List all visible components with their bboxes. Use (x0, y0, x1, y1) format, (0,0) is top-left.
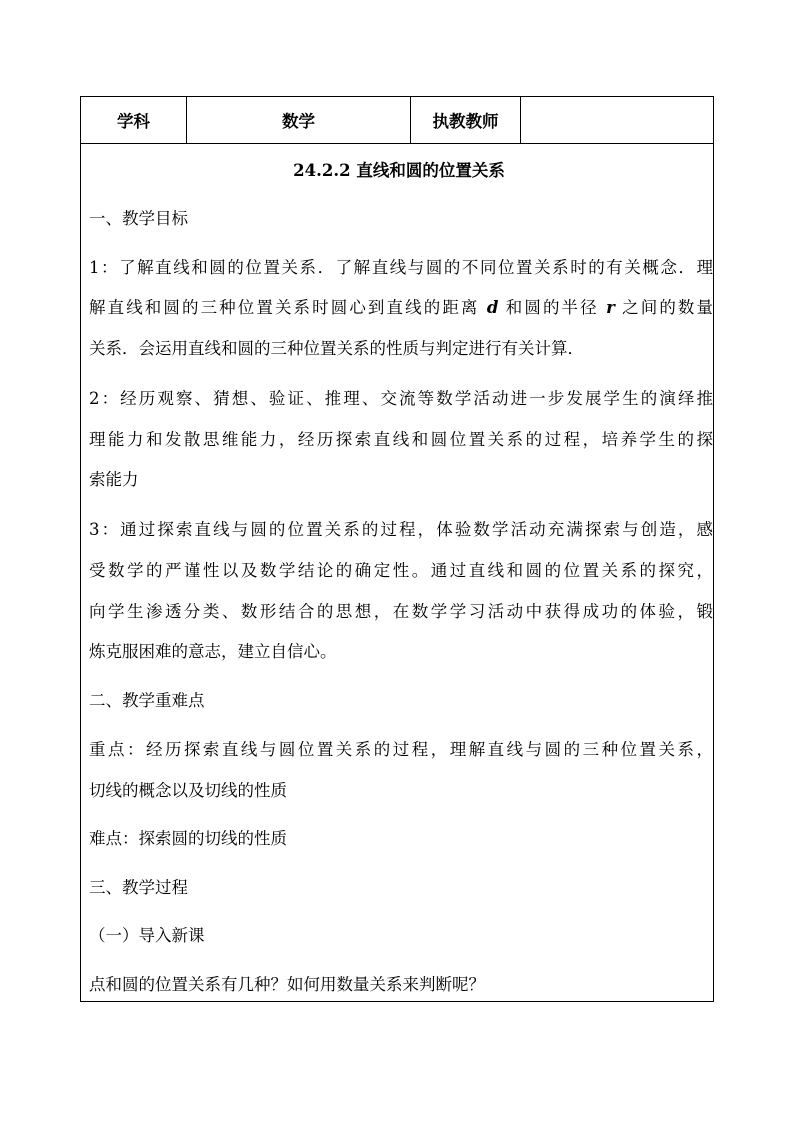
goals-heading: 一、教学目标 (89, 209, 188, 228)
key-heading: 二、教学重难点 (89, 691, 205, 710)
goal1-line2 (89, 294, 713, 318)
intro-question: 点和圆的位置关系有几种？如何用数量关系来判断呢？ (89, 975, 485, 994)
goal3-line1: 3：通过探索直线与圆的位置关系的过程，体验数学活动充满探索与创造，感 (89, 520, 713, 539)
goal1-line1: 1：了解直线和圆的位置关系．了解直线与圆的不同位置关系时的有关概念．理 (89, 258, 713, 277)
key-point-line1: 重点：经历探索直线与圆位置关系的过程，理解直线与圆的三种位置关系， (89, 740, 713, 759)
process-heading: 三、教学过程 (89, 878, 188, 897)
goal1-line3: 关系．会运用直线和圆的三种位置关系的性质与判定进行有关计算． (89, 339, 584, 358)
goal3-line4: 炼克服困难的意志，建立自信心。 (89, 642, 337, 661)
goal1-line2-c: 之间的数量 (614, 298, 714, 317)
variable-r: r (606, 298, 615, 317)
variable-d: d (486, 298, 499, 317)
difficulty-line: 难点：探索圆的切线的性质 (89, 829, 287, 848)
goal3-line3: 向学生渗透分类、数形结合的思想，在数学学习活动中获得成功的体验，锻 (89, 602, 713, 621)
goal2-line1: 2：经历观察、猜想、验证、推理、交流等数学活动进一步发展学生的演绎推 (89, 389, 713, 408)
lesson-plan-table (80, 96, 714, 1002)
subject-label: 学科 (81, 97, 187, 143)
goal1-line2-a: 解直线和圆的三种位置关系时圆心到直线的距离 (89, 298, 487, 317)
teacher-label: 执教教师 (411, 97, 521, 143)
goal2-line3: 索能力 (89, 470, 139, 489)
goal1-line2-b: 和圆的半径 (498, 298, 607, 317)
subject-value: 数学 (187, 97, 411, 143)
goal2-line2: 理能力和发散思维能力，经历探索直线和圆位置关系的过程，培养学生的探 (89, 430, 713, 449)
key-point-line2: 切线的概念以及切线的性质 (89, 781, 287, 800)
header-row (81, 97, 713, 144)
lesson-title: 24.2.2 直线和圆的位置关系 (293, 161, 505, 180)
teacher-value (521, 97, 713, 143)
goal3-line2: 受数学的严谨性以及数学结论的确定性。通过直线和圆的位置关系的探究， (89, 561, 713, 580)
intro-heading: （一）导入新课 (89, 926, 205, 945)
